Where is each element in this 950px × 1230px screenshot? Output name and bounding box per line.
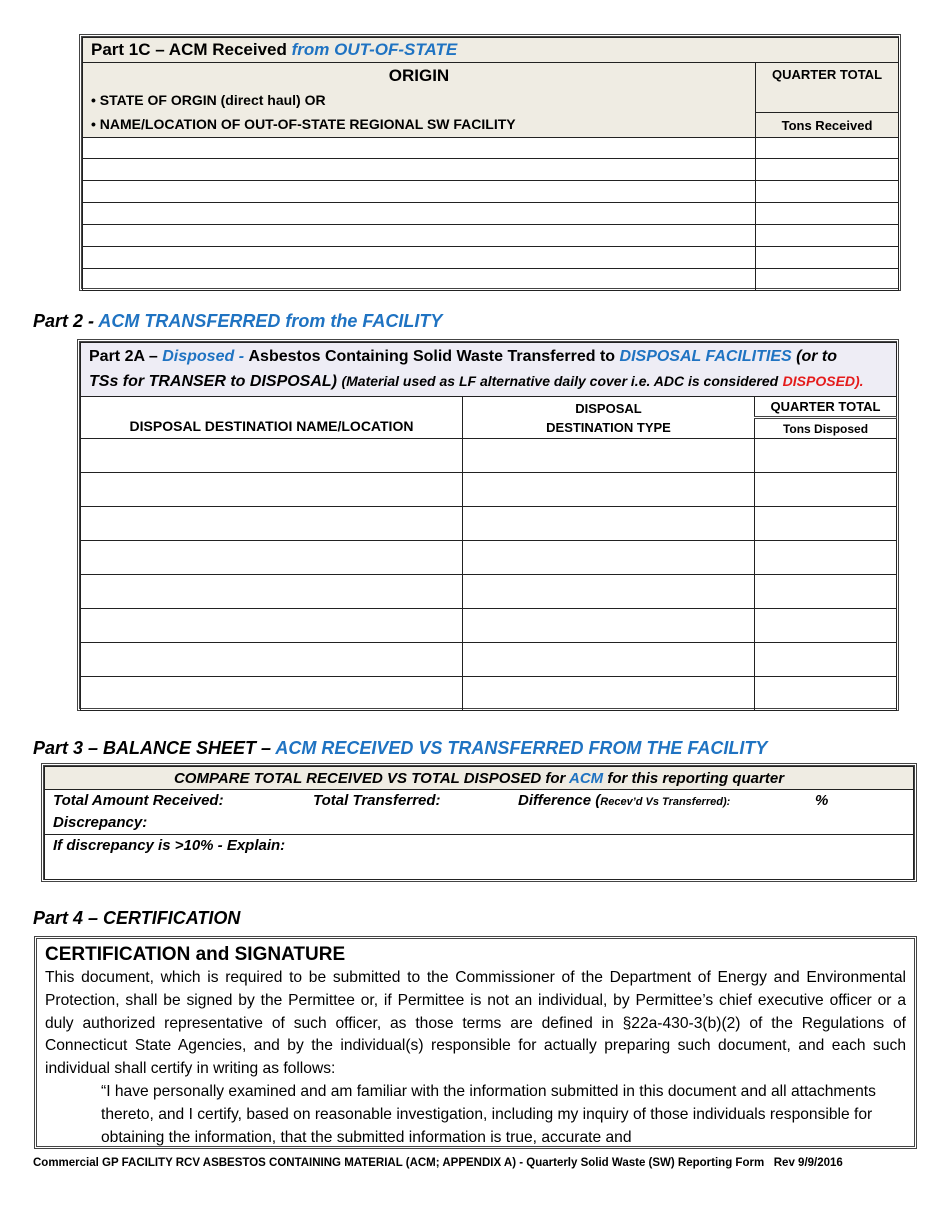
part1c-tons-input[interactable]	[756, 159, 899, 181]
part1c-quarter-total-header: QUARTER TOTAL	[756, 63, 899, 113]
part1c-tons-input[interactable]	[756, 247, 899, 269]
disposal-name-input[interactable]	[81, 575, 463, 609]
part3-heading	[33, 738, 767, 759]
disposal-name-input[interactable]	[81, 507, 463, 541]
part1c-tons-input[interactable]	[756, 181, 899, 203]
percent-label: %	[815, 792, 829, 809]
explain-label: If discrepancy is >10% - Explain:	[53, 837, 286, 854]
part2a-disposed: Disposed -	[162, 348, 245, 365]
disposal-name-input[interactable]	[81, 677, 463, 711]
part1c-title-cell	[83, 38, 899, 63]
page-footer: Commercial GP FACILITY RCV ASBESTOS CONTAINING MATERIAL (ACM; APPENDIX A) - Quarterly Solid Waste (SW) Reporting Form Rev 9/9/2016	[33, 1157, 843, 1169]
destination-type-input[interactable]	[463, 439, 755, 473]
part2-heading-highlight: ACM TRANSFERRED from the FACILITY	[98, 311, 443, 331]
destination-type-input[interactable]	[463, 643, 755, 677]
compare-row	[45, 767, 914, 790]
part2a-table	[77, 339, 899, 711]
part1c-tons-input[interactable]	[756, 225, 899, 247]
part2-heading-prefix: Part 2 -	[33, 311, 95, 331]
part2a-note: (Material used as LF alternative daily cover i.e. ADC is considered	[341, 373, 779, 389]
tons-disposed-input[interactable]	[755, 439, 897, 473]
tons-disposed-input[interactable]	[755, 575, 897, 609]
total-received-label: Total Amount Received:	[53, 792, 224, 809]
part2a-tons-disposed-header: Tons Disposed	[755, 418, 897, 439]
part1c-origin-input[interactable]	[83, 203, 756, 225]
balance-sheet-table	[41, 763, 917, 882]
difference-small-text: Recev’d Vs Transferred):	[600, 796, 731, 808]
compare-suffix: for this reporting quarter	[607, 769, 785, 787]
tons-disposed-input[interactable]	[755, 677, 897, 711]
certification-quote: “I have personally examined and am familiar with the information submitted in this document and all attachments thereto, and I certify, based on reasonable investigation, including my inquiry of those individuals responsible for obtaining the information, that the submitted information is true, accurate and	[101, 1082, 876, 1146]
destination-type-input[interactable]	[463, 473, 755, 507]
destination-type-input[interactable]	[463, 507, 755, 541]
col-destination-type-header	[463, 397, 755, 439]
disposal-name-input[interactable]	[81, 541, 463, 575]
destination-type-input[interactable]	[463, 575, 755, 609]
difference-text: Difference (	[518, 792, 601, 809]
origin-header-cell	[83, 63, 756, 138]
part1c-origin-input[interactable]	[83, 269, 756, 291]
part1c-title: Part 1C – ACM Received	[91, 40, 287, 59]
part1c-tons-received-header: Tons Received	[756, 113, 899, 138]
col-destination-type-line1: DISPOSAL	[575, 400, 642, 416]
tons-disposed-input[interactable]	[755, 507, 897, 541]
origin-bullet-facility: • NAME/LOCATION OF OUT-OF-STATE REGIONAL SW FACILITY	[91, 116, 516, 132]
certification-title: CERTIFICATION and SIGNATURE	[45, 944, 346, 965]
part3-heading-highlight: ACM RECEIVED VS TRANSFERRED FROM THE FACILITY	[275, 738, 768, 758]
part1c-tons-input[interactable]	[756, 269, 899, 291]
part1c-origin-input[interactable]	[83, 138, 756, 159]
col-disposal-name-header	[81, 397, 463, 439]
part3-heading-prefix: Part 3 – BALANCE SHEET –	[33, 738, 272, 758]
part1c-title-highlight: from OUT-OF-STATE	[291, 40, 458, 59]
part1c-table	[79, 34, 901, 291]
part2a-or-to: (or to	[796, 348, 838, 365]
part4-heading: Part 4 – CERTIFICATION	[33, 908, 241, 928]
part1c-origin-input[interactable]	[83, 181, 756, 203]
tons-disposed-input[interactable]	[755, 473, 897, 507]
tons-disposed-input[interactable]	[755, 541, 897, 575]
disposal-name-input[interactable]	[81, 609, 463, 643]
disposal-name-input[interactable]	[81, 439, 463, 473]
part1c-tons-input[interactable]	[756, 203, 899, 225]
tons-disposed-input[interactable]	[755, 609, 897, 643]
part1c-tons-input[interactable]	[756, 138, 899, 159]
origin-bullet-state: • STATE OF ORGIN (direct haul) OR	[91, 92, 326, 108]
part2a-title-cell	[81, 343, 897, 397]
destination-type-input[interactable]	[463, 609, 755, 643]
compare-prefix: COMPARE TOTAL RECEIVED VS TOTAL DISPOSED for	[173, 769, 566, 787]
discrepancy-label: Discrepancy:	[53, 814, 148, 831]
certification-paragraph: This document, which is required to be submitted to the Commissioner of the Department of Energy and Environmental Protection, shall be signed by the Permittee or, if Permittee is not an individual, by Permittee’s chief executive officer or a duly authorized representative of such officer, as those terms are defined in §22a-430-3(b)(2) of the Regulations of Connecticut State Agencies, and by the individual(s) responsible for actually preparing such document, and each such individual shall certify in writing as follows:	[45, 969, 906, 1078]
compare-acm: ACM	[569, 769, 604, 787]
part1c-origin-input[interactable]	[83, 225, 756, 247]
difference-label	[518, 792, 730, 809]
part2a-disposal-facilities: DISPOSAL FACILITIES	[619, 348, 792, 365]
part2a-line2: TSs for TRANSER to DISPOSAL)	[89, 373, 338, 390]
col-disposal-name-label: DISPOSAL DESTINATIOI NAME/LOCATION	[129, 418, 414, 434]
origin-heading: ORIGIN	[388, 66, 450, 85]
destination-type-input[interactable]	[463, 677, 755, 711]
part1c-origin-input[interactable]	[83, 247, 756, 269]
part2a-prefix: Part 2A –	[89, 348, 158, 365]
col-destination-type-line2: DESTINATION TYPE	[546, 419, 671, 435]
part2a-title-text: Asbestos Containing Solid Waste Transferred to	[248, 348, 616, 365]
certification-box	[34, 936, 917, 1149]
part2-heading	[33, 311, 442, 332]
part2a-quarter-total-header: QUARTER TOTAL	[755, 397, 897, 418]
explain-cell[interactable]	[45, 835, 914, 880]
part1c-origin-input[interactable]	[83, 159, 756, 181]
tons-disposed-input[interactable]	[755, 643, 897, 677]
totals-cell[interactable]	[45, 790, 914, 835]
disposal-name-input[interactable]	[81, 473, 463, 507]
part2a-note-disposed: DISPOSED).	[782, 373, 864, 389]
disposal-name-input[interactable]	[81, 643, 463, 677]
total-transferred-label: Total Transferred:	[313, 792, 441, 809]
destination-type-input[interactable]	[463, 541, 755, 575]
